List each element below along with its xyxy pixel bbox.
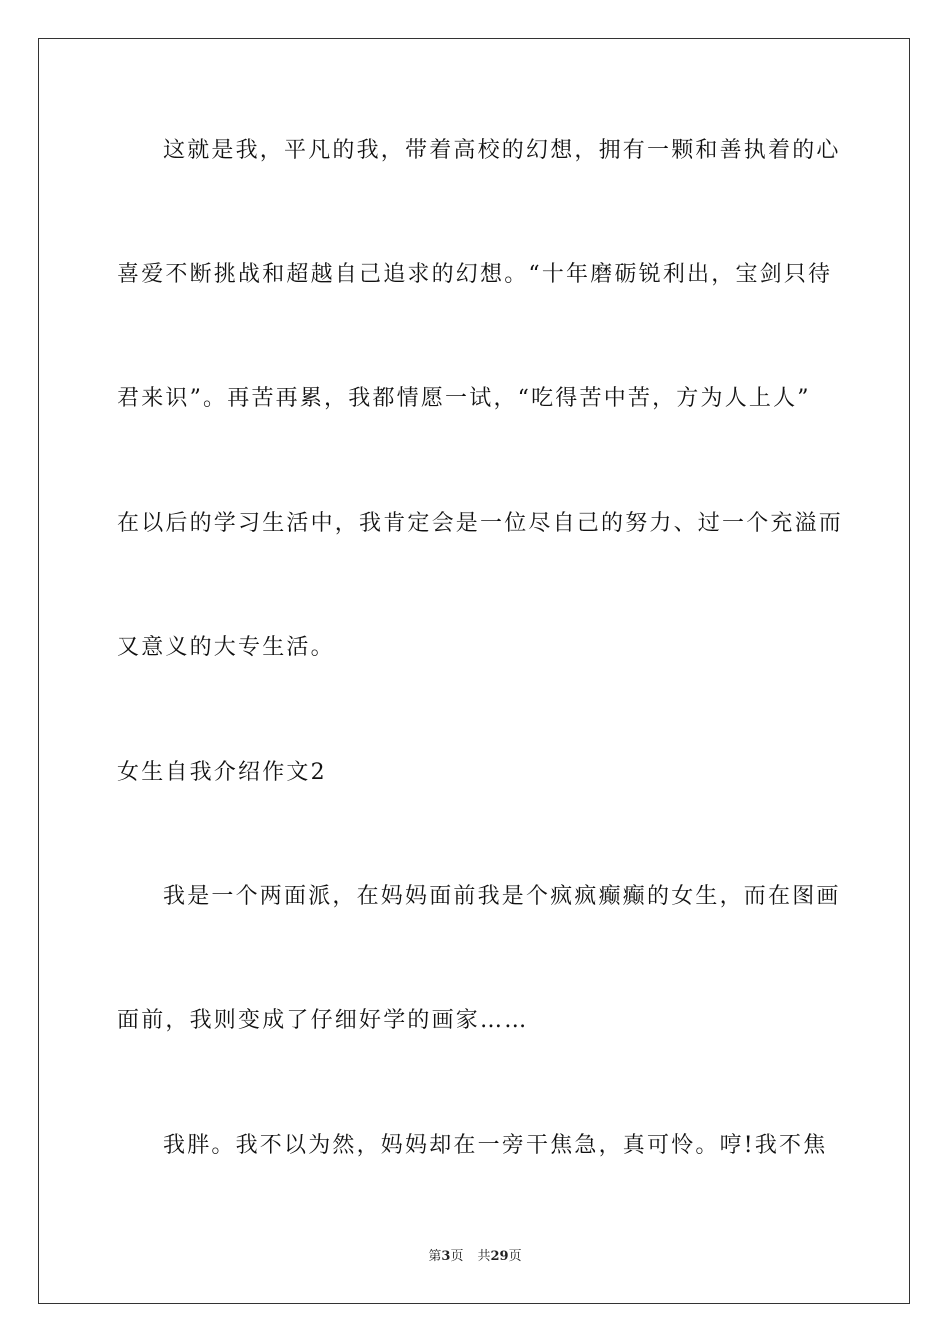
- paragraph-line: 这就是我，平凡的我，带着高校的幻想，拥有一颗和善执着的心: [163, 138, 841, 163]
- paragraph-line: 又意义的大专生活。: [117, 635, 335, 660]
- current-page-number: 3: [441, 1249, 451, 1264]
- total-pages-suffix: 页: [508, 1249, 522, 1264]
- total-pages-number: 29: [490, 1249, 509, 1264]
- paragraph-line: 我是一个两面派，在妈妈面前我是个疯疯癫癫的女生，而在图画: [163, 884, 841, 909]
- page-border: [38, 38, 910, 1304]
- total-pages-prefix: 共: [477, 1249, 491, 1264]
- paragraph-line: 在以后的学习生活中，我肯定会是一位尽自己的努力、过一个充溢而: [117, 511, 844, 536]
- paragraph-line: 喜爱不断挑战和超越自己追求的幻想。“十年磨砺锐利出，宝剑只待: [117, 262, 833, 287]
- page-number-suffix: 页: [450, 1249, 464, 1264]
- page-footer: [0, 1248, 950, 1266]
- paragraph-line: 我胖。我不以为然，妈妈却在一旁干焦急，真可怜。哼!我不焦: [163, 1133, 828, 1158]
- paragraph-line: 面前，我则变成了仔细好学的画家……: [117, 1008, 529, 1033]
- paragraph-line: 君来识”。再苦再累，我都情愿一试，“吃得苦中苦，方为人上人”: [117, 386, 811, 411]
- section-heading: 女生自我介绍作文2: [117, 760, 327, 785]
- page-number-prefix: 第: [428, 1249, 442, 1264]
